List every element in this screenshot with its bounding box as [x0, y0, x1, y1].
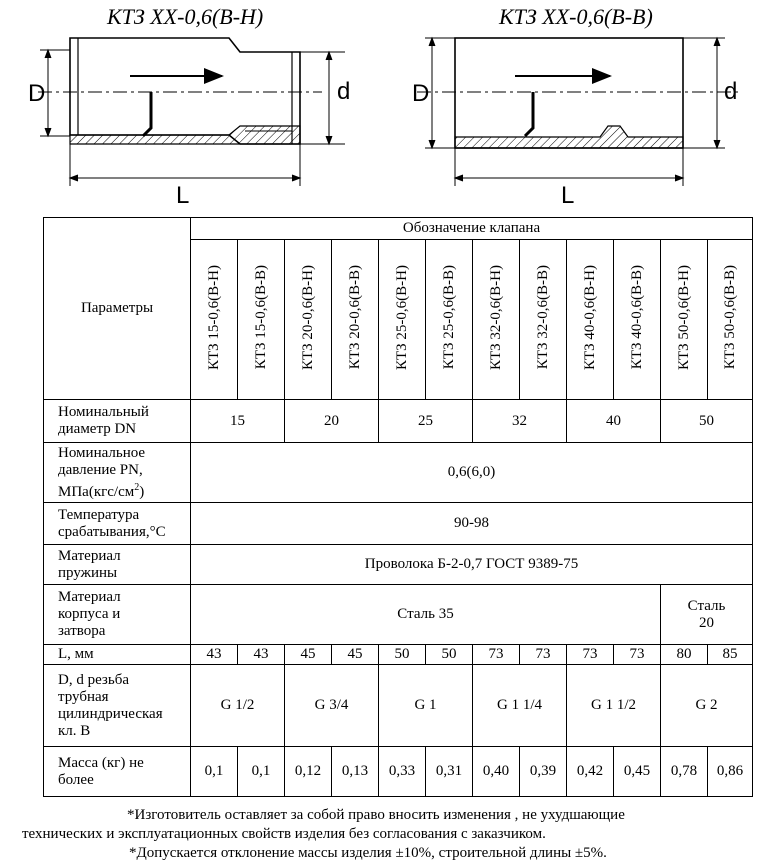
spec-table — [43, 217, 753, 797]
pn-label: Номинальное давление PN, $МПа(кгс/см^2)$ — [44, 443, 191, 503]
model-header: КТЗ 40-0,6(В-Н) — [567, 240, 614, 400]
pn-row — [44, 443, 753, 503]
mass-value: 0,42 — [567, 747, 614, 797]
dn-label: Номинальный диаметр DN — [44, 400, 191, 443]
length-value: 45 — [285, 645, 332, 665]
param-header: Параметры — [44, 218, 191, 400]
length-value: 45 — [332, 645, 379, 665]
model-header: КТЗ 15-0,6(В-Н) — [191, 240, 238, 400]
temp-row — [44, 503, 753, 545]
valve-drawings — [0, 0, 776, 210]
pn-value: 0,6(6,0) — [191, 443, 753, 503]
thread-value: G 3/4 — [285, 665, 379, 747]
length-value: 73 — [520, 645, 567, 665]
mass-row — [44, 747, 753, 797]
dim-right-D: D — [412, 80, 430, 107]
length-value: 80 — [661, 645, 708, 665]
mass-value: 0,39 — [520, 747, 567, 797]
body-material-value: Сталь 35 — [191, 585, 661, 645]
model-header: КТЗ 25-0,6(В-Н) — [379, 240, 426, 400]
length-value: 43 — [191, 645, 238, 665]
thread-row — [44, 665, 753, 747]
mass-value: 0,1 — [191, 747, 238, 797]
thread-value: G 1 1/2 — [567, 665, 661, 747]
model-header: КТЗ 32-0,6(В-В) — [520, 240, 567, 400]
mass-value: 0,1 — [238, 747, 285, 797]
spring-row — [44, 545, 753, 585]
dim-left-D: D — [28, 80, 46, 107]
model-header: КТЗ 20-0,6(В-В) — [332, 240, 379, 400]
model-header: КТЗ 50-0,6(В-В) — [708, 240, 753, 400]
group-header: Обозначение клапана — [191, 218, 753, 240]
dn-value: 50 — [661, 400, 753, 443]
body-material-row — [44, 585, 753, 645]
length-value: 43 — [238, 645, 285, 665]
drawing-left — [28, 4, 350, 209]
thread-value: G 1 — [379, 665, 473, 747]
dn-value: 32 — [473, 400, 567, 443]
spring-value: Проволока Б-2-0,7 ГОСТ 9389-75 — [191, 545, 753, 585]
length-value: 73 — [567, 645, 614, 665]
length-label: L, мм — [44, 645, 191, 665]
mass-value: 0,33 — [379, 747, 426, 797]
length-value: 50 — [426, 645, 473, 665]
dn-value: 40 — [567, 400, 661, 443]
model-header: КТЗ 50-0,6(В-Н) — [661, 240, 708, 400]
body-material-label: Материал корпуса и затвора — [44, 585, 191, 645]
dim-left-d: d — [337, 78, 351, 105]
mass-value: 0,45 — [614, 747, 661, 797]
mass-value: 0,12 — [285, 747, 332, 797]
dim-right-d: d — [724, 78, 738, 105]
spring-label: Материал пружины — [44, 545, 191, 585]
dim-left-L: L — [176, 182, 190, 209]
length-value: 85 — [708, 645, 753, 665]
model-header: КТЗ 40-0,6(В-В) — [614, 240, 661, 400]
mass-value: 0,13 — [332, 747, 379, 797]
body-material-value-last: Сталь 20 — [661, 585, 753, 645]
mass-label: Масса (кг) не более — [44, 747, 191, 797]
mass-value: 0,86 — [708, 747, 753, 797]
model-header: КТЗ 15-0,6(В-В) — [238, 240, 285, 400]
drawing-right-title: КТЗ XX-0,6(В-В) — [499, 4, 653, 29]
thread-value: G 1/2 — [191, 665, 285, 747]
mass-value: 0,40 — [473, 747, 520, 797]
model-header: КТЗ 32-0,6(В-Н) — [473, 240, 520, 400]
length-value: 73 — [614, 645, 661, 665]
note-line-1: *Изготовитель оставляет за собой право вносить изменения , не ухудшающие — [127, 807, 625, 823]
mass-value: 0,78 — [661, 747, 708, 797]
drawing-right — [412, 4, 741, 209]
temp-value: 90-98 — [191, 503, 753, 545]
dn-value: 15 — [191, 400, 285, 443]
thread-value: G 2 — [661, 665, 753, 747]
model-header: КТЗ 20-0,6(В-Н) — [285, 240, 332, 400]
thread-label: D, d резьба трубная цилиндрическая кл. В — [44, 665, 191, 747]
mass-value: 0,31 — [426, 747, 473, 797]
drawing-left-title: КТЗ XX-0,6(В-Н) — [107, 4, 264, 29]
length-value: 50 — [379, 645, 426, 665]
temp-label: Температура срабатывания,°С — [44, 503, 191, 545]
model-header: КТЗ 25-0,6(В-В) — [426, 240, 473, 400]
length-value: 73 — [473, 645, 520, 665]
thread-value: G 1 1/4 — [473, 665, 567, 747]
note-line-3: *Допускается отклонение массы изделия ±10%, строительной длины ±5%. — [129, 845, 607, 861]
length-row — [44, 645, 753, 665]
note-line-2: технических и эксплуатационных свойств изделия без согласования с заказчиком. — [22, 826, 546, 842]
dn-value: 25 — [379, 400, 473, 443]
dn-value: 20 — [285, 400, 379, 443]
dn-row — [44, 400, 753, 443]
dim-right-L: L — [561, 182, 575, 209]
